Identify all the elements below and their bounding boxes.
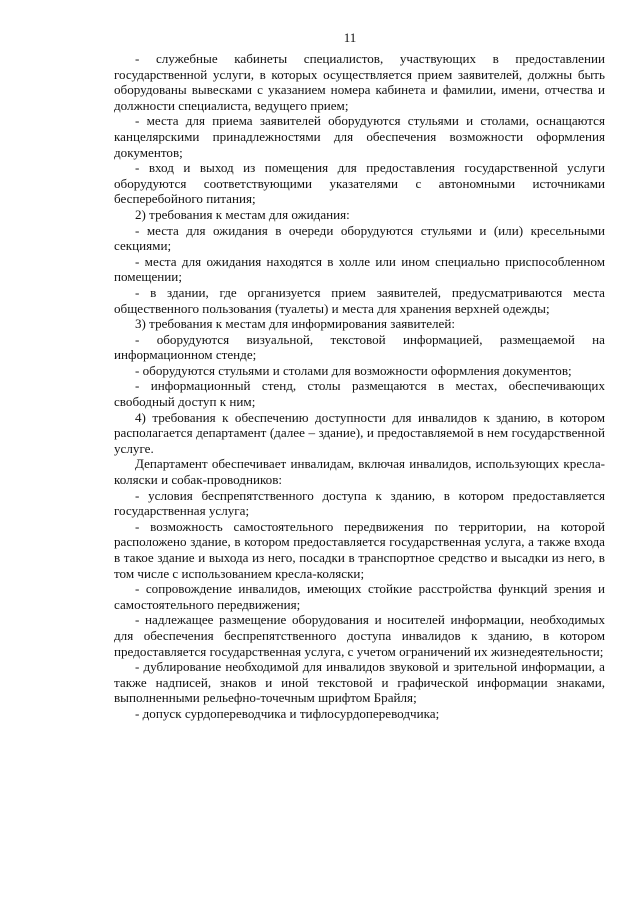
paragraph: - дублирование необходимой для инвалидов звуковой и зрительной информации, а также надписей, знаков и иной текстовой и графической информации знаками, выполненными рельефно-точечным шрифтом Брайля; <box>114 659 605 706</box>
paragraph: 2) требования к местам для ожидания: <box>135 206 350 222</box>
paragraph: - места для приема заявителей оборудуются стульями и столами, оснащаются канцелярскими принадлежностями для обеспечения возможности оформления документов; <box>114 113 605 160</box>
paragraph: - условия беспрепятственного доступа к зданию, в котором предоставляется государственная услуга; <box>114 487 605 519</box>
paragraph: - оборудуются визуальной, текстовой информацией, размещаемой на информационном стенде; <box>114 331 605 363</box>
paragraph: - допуск сурдопереводчика и тифлосурдопереводчика; <box>135 705 440 721</box>
paragraph: - возможность самостоятельного передвижения по территории, на которой расположено здание, в котором предоставляется государственная услуга, а также входа в такое здание и выхода из него, посадки в транспортное средство и высадки из него, в том числе с использованием кресла-коляски; <box>114 518 605 581</box>
paragraph: - надлежащее размещение оборудования и носителей информации, необходимых для обеспечения беспрепятственного доступа инвалидов к зданию, в котором предоставляется государственная услуга, с учетом ограничений их жизнедеятельности; <box>114 612 605 659</box>
paragraph: - вход и выход из помещения для предоставления государственной услуги оборудуются соответствующими указателями с автономными источниками бесперебойного питания; <box>114 160 605 207</box>
paragraph: 3) требования к местам для информирования заявителей: <box>135 316 456 332</box>
document-body <box>114 51 605 722</box>
paragraph: Департамент обеспечивает инвалидам, включая инвалидов, использующих кресла-коляски и собак-проводников: <box>114 456 605 488</box>
paragraph: - информационный стенд, столы размещаются в местах, обеспечивающих свободный доступ к ним; <box>114 378 605 410</box>
paragraph: - оборудуются стульями и столами для возможности оформления документов; <box>135 362 572 378</box>
paragraph: - сопровождение инвалидов, имеющих стойкие расстройства функций зрения и самостоятельного передвижения; <box>114 581 605 612</box>
paragraph: - служебные кабинеты специалистов, участвующих в предоставлении государственной услуги, в которых осуществляется прием заявителей, должны быть оборудованы вывесками с указанием номера кабинета и фамилии, имени, отчества и должности специалиста, ведущего прием; <box>114 51 605 113</box>
paragraph: 4) требования к обеспечению доступности для инвалидов к зданию, в котором располагается департамент (далее – здание), и предоставляемой в нем государственной услуге. <box>114 409 605 456</box>
paragraph: - в здании, где организуется прием заявителей, предусматриваются места общественного пользования (туалеты) и места для хранения верхней одежды; <box>114 284 605 316</box>
paragraph: - места для ожидания находятся в холле или ином специально приспособленном помещении; <box>114 253 605 285</box>
page-number: 11 <box>343 30 357 45</box>
paragraph: - места для ожидания в очереди оборудуются стульями и (или) кресельными секциями; <box>114 222 605 254</box>
